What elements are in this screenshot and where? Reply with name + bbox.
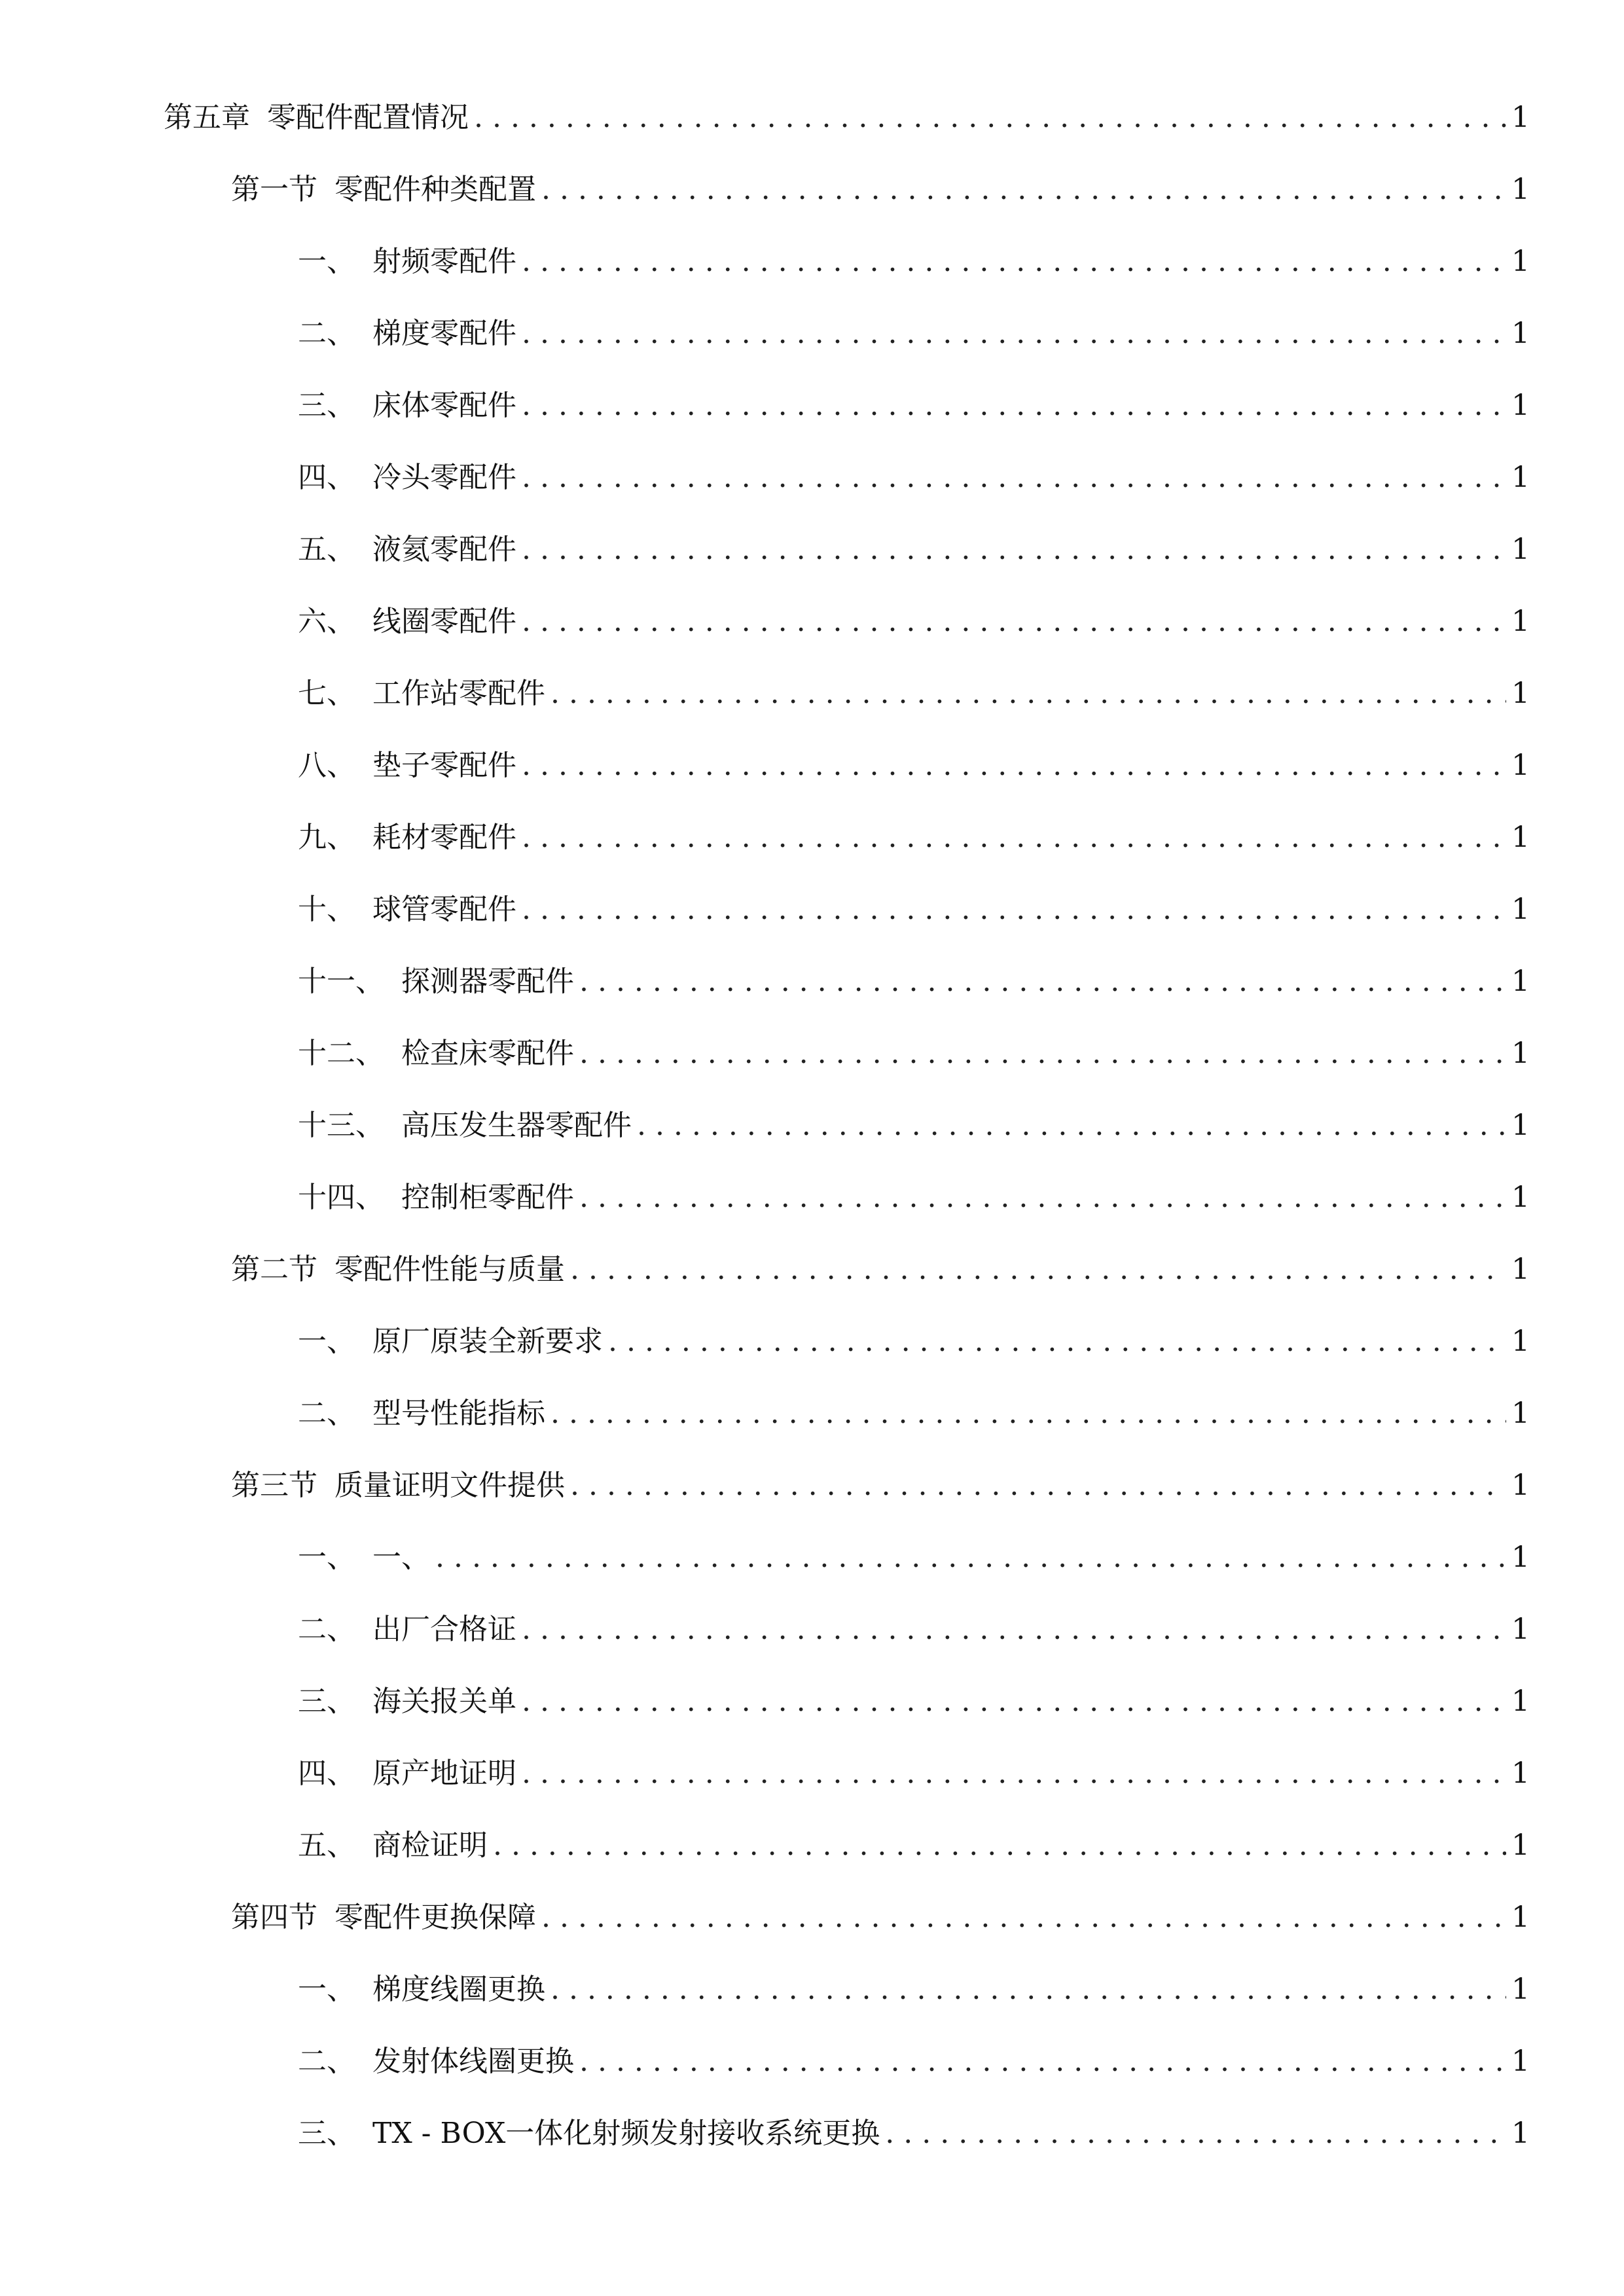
toc-entry-page-number: 1 bbox=[1511, 1541, 1530, 1574]
toc-entry-title: 原产地证明 bbox=[372, 1757, 516, 1790]
toc-entry[interactable] bbox=[298, 1679, 1530, 1725]
toc-entry-title: 冷头零配件 bbox=[372, 461, 516, 494]
dot-leader bbox=[579, 1175, 1506, 1221]
toc-entry-title: 型号性能指标 bbox=[372, 1397, 545, 1430]
toc-entry-page-number: 1 bbox=[1511, 389, 1530, 422]
toc-entry-number: 第三节 bbox=[231, 1469, 317, 1502]
toc-entry-page-number: 1 bbox=[1511, 605, 1530, 638]
dot-leader bbox=[522, 311, 1506, 357]
toc-entry[interactable] bbox=[298, 599, 1530, 645]
toc-entry-page-number: 1 bbox=[1511, 1469, 1530, 1502]
toc-entry-title: 零配件种类配置 bbox=[334, 173, 536, 206]
toc-entry-number: 一、 bbox=[298, 1973, 355, 2006]
toc-entry[interactable] bbox=[298, 1391, 1530, 1437]
toc-entry-page-number: 1 bbox=[1511, 1901, 1530, 1934]
toc-entry-number: 第二节 bbox=[231, 1253, 317, 1286]
toc-entry-title: 梯度零配件 bbox=[372, 317, 516, 350]
dot-leader bbox=[522, 599, 1506, 645]
toc-entry-title: 原厂原装全新要求 bbox=[372, 1325, 603, 1358]
toc-entry-page-number: 1 bbox=[1511, 893, 1530, 926]
toc-entry-number: 五、 bbox=[298, 533, 355, 566]
toc-entry-page-number: 1 bbox=[1511, 1037, 1530, 1070]
dot-leader bbox=[579, 2039, 1506, 2085]
toc-entry-number: 六、 bbox=[298, 605, 355, 638]
toc-entry-page-number: 1 bbox=[1511, 1397, 1530, 1430]
toc-entry-title: 高压发生器零配件 bbox=[401, 1109, 632, 1142]
toc-entry-page-number: 1 bbox=[1511, 317, 1530, 350]
dot-leader bbox=[541, 1895, 1506, 1941]
dot-leader bbox=[522, 1751, 1506, 1797]
toc-entry-title: 球管零配件 bbox=[372, 893, 516, 926]
dot-leader bbox=[522, 239, 1506, 285]
toc-entry-page-number: 1 bbox=[1511, 749, 1530, 782]
dot-leader bbox=[522, 815, 1506, 861]
toc-entry-title: 一、 bbox=[372, 1541, 430, 1574]
toc-entry-page-number: 1 bbox=[1511, 1613, 1530, 1646]
dot-leader bbox=[550, 1967, 1506, 2013]
toc-entry[interactable] bbox=[298, 1823, 1530, 1869]
toc-entry-page-number: 1 bbox=[1511, 2045, 1530, 2078]
toc-entry-title: 梯度线圈更换 bbox=[372, 1973, 545, 2006]
toc-entry-page-number: 1 bbox=[1511, 1181, 1530, 1214]
dot-leader bbox=[885, 2111, 1506, 2157]
toc-entry-number: 八、 bbox=[298, 749, 355, 782]
toc-entry-title: 工作站零配件 bbox=[372, 677, 545, 710]
toc-entry[interactable] bbox=[298, 239, 1530, 285]
toc-entry-number: 十三、 bbox=[298, 1109, 384, 1142]
toc-entry-title: 零配件性能与质量 bbox=[334, 1253, 565, 1286]
toc-entry-page-number: 1 bbox=[1511, 1109, 1530, 1142]
dot-leader bbox=[522, 1607, 1506, 1653]
toc-entry[interactable] bbox=[298, 887, 1530, 933]
toc-entry[interactable] bbox=[298, 527, 1530, 573]
toc-entry-page-number: 1 bbox=[1511, 1757, 1530, 1790]
toc-entry-page-number: 1 bbox=[1511, 1685, 1530, 1718]
toc-entry[interactable] bbox=[298, 1607, 1530, 1653]
toc-entry-page-number: 1 bbox=[1511, 1253, 1530, 1286]
toc-entry-number: 二、 bbox=[298, 2045, 355, 2078]
toc-entry[interactable] bbox=[231, 1463, 1530, 1509]
toc-entry[interactable] bbox=[298, 1967, 1530, 2013]
toc-entry[interactable] bbox=[298, 2039, 1530, 2085]
toc-entry-number: 一、 bbox=[298, 1541, 355, 1574]
toc-entry-page-number: 1 bbox=[1511, 533, 1530, 566]
dot-leader bbox=[570, 1463, 1506, 1509]
toc-entry-page-number: 1 bbox=[1511, 677, 1530, 710]
toc-entry[interactable] bbox=[298, 1751, 1530, 1797]
toc-entry-number: 十一、 bbox=[298, 965, 384, 998]
toc-entry[interactable] bbox=[231, 167, 1530, 213]
toc-entry[interactable] bbox=[298, 1319, 1530, 1365]
toc-entry-title: 控制柜零配件 bbox=[401, 1181, 574, 1214]
toc-entry[interactable] bbox=[298, 455, 1530, 501]
dot-leader bbox=[550, 671, 1506, 717]
toc-entry-title: 液氦零配件 bbox=[372, 533, 516, 566]
toc-entry-page-number: 1 bbox=[1511, 1325, 1530, 1358]
dot-leader bbox=[522, 1679, 1506, 1725]
dot-leader bbox=[550, 1391, 1506, 1437]
toc-entry-number: 一、 bbox=[298, 1325, 355, 1358]
toc-entry[interactable] bbox=[298, 1031, 1530, 1077]
toc-entry-title: 海关报关单 bbox=[372, 1685, 516, 1718]
toc-entry-number: 十、 bbox=[298, 893, 355, 926]
toc-entry[interactable] bbox=[298, 383, 1530, 429]
toc-entry-title: 床体零配件 bbox=[372, 389, 516, 422]
dot-leader bbox=[493, 1823, 1506, 1869]
toc-entry-number: 三、 bbox=[298, 2117, 355, 2150]
toc-entry-number: 二、 bbox=[298, 1397, 355, 1430]
dot-leader bbox=[522, 887, 1506, 933]
toc-entry-title: 线圈零配件 bbox=[372, 605, 516, 638]
toc-entry-page-number: 1 bbox=[1511, 173, 1530, 206]
toc-entry-title: 零配件更换保障 bbox=[334, 1901, 536, 1934]
toc-entry-number: 二、 bbox=[298, 317, 355, 350]
dot-leader bbox=[522, 455, 1506, 501]
toc-entry[interactable] bbox=[231, 1247, 1530, 1293]
dot-leader bbox=[435, 1535, 1506, 1581]
dot-leader bbox=[474, 95, 1506, 141]
toc-entry-number: 四、 bbox=[298, 1757, 355, 1790]
dot-leader bbox=[608, 1319, 1506, 1365]
toc-entry-number: 第四节 bbox=[231, 1901, 317, 1934]
toc-entry-title: 探测器零配件 bbox=[401, 965, 574, 998]
toc-entry-page-number: 1 bbox=[1511, 965, 1530, 998]
toc-entry-number: 十四、 bbox=[298, 1181, 384, 1214]
toc-entry-page-number: 1 bbox=[1511, 821, 1530, 854]
toc-entry-title: 检查床零配件 bbox=[401, 1037, 574, 1070]
toc-entry[interactable] bbox=[298, 1103, 1530, 1149]
toc-entry[interactable] bbox=[298, 743, 1530, 789]
dot-leader bbox=[522, 383, 1506, 429]
dot-leader bbox=[522, 743, 1506, 789]
dot-leader bbox=[637, 1103, 1506, 1149]
toc-entry-title: 质量证明文件提供 bbox=[334, 1469, 565, 1502]
toc-entry[interactable] bbox=[298, 1535, 1530, 1581]
dot-leader bbox=[570, 1247, 1506, 1293]
toc-entry-number: 九、 bbox=[298, 821, 355, 854]
dot-leader bbox=[541, 167, 1506, 213]
toc-entry[interactable] bbox=[298, 815, 1530, 861]
toc-entry[interactable] bbox=[298, 1175, 1530, 1221]
toc-entry-title: 射频零配件 bbox=[372, 245, 516, 278]
toc-entry-title: 耗材零配件 bbox=[372, 821, 516, 854]
toc-entry[interactable] bbox=[298, 2111, 1530, 2157]
dot-leader bbox=[579, 959, 1506, 1005]
toc-entry[interactable] bbox=[298, 311, 1530, 357]
toc-entry-number: 一、 bbox=[298, 245, 355, 278]
toc-entry[interactable] bbox=[298, 959, 1530, 1005]
toc-entry-number: 十二、 bbox=[298, 1037, 384, 1070]
toc-entry-title: 发射体线圈更换 bbox=[372, 2045, 574, 2078]
toc-entry-page-number: 1 bbox=[1511, 461, 1530, 494]
toc-entry-number: 七、 bbox=[298, 677, 355, 710]
toc-entry-page-number: 1 bbox=[1511, 245, 1530, 278]
toc-entry-number: 三、 bbox=[298, 389, 355, 422]
toc-entry-number: 四、 bbox=[298, 461, 355, 494]
toc-entry-page-number: 1 bbox=[1511, 1973, 1530, 2006]
toc-entry-title: 垫子零配件 bbox=[372, 749, 516, 782]
toc-entry-page-number: 1 bbox=[1511, 1829, 1530, 1862]
toc-entry[interactable] bbox=[164, 95, 1530, 141]
toc-entry-number: 第一节 bbox=[231, 173, 317, 206]
toc-entry-page-number: 1 bbox=[1511, 101, 1530, 134]
dot-leader bbox=[579, 1031, 1506, 1077]
toc-entry-number: 三、 bbox=[298, 1685, 355, 1718]
toc-entry[interactable] bbox=[231, 1895, 1530, 1941]
toc-entry-title: 出厂合格证 bbox=[372, 1613, 516, 1646]
toc-entry-number: 二、 bbox=[298, 1613, 355, 1646]
toc-entry[interactable] bbox=[298, 671, 1530, 717]
dot-leader bbox=[522, 527, 1506, 573]
toc-entry-title: TX - BOX一体化射频发射接收系统更换 bbox=[372, 2117, 880, 2150]
toc-entry-page-number: 1 bbox=[1511, 2117, 1530, 2150]
toc-entry-title: 零配件配置情况 bbox=[267, 101, 469, 134]
toc-entry-number: 五、 bbox=[298, 1829, 355, 1862]
toc-entry-title: 商检证明 bbox=[372, 1829, 488, 1862]
toc-entry-number: 第五章 bbox=[164, 101, 250, 134]
